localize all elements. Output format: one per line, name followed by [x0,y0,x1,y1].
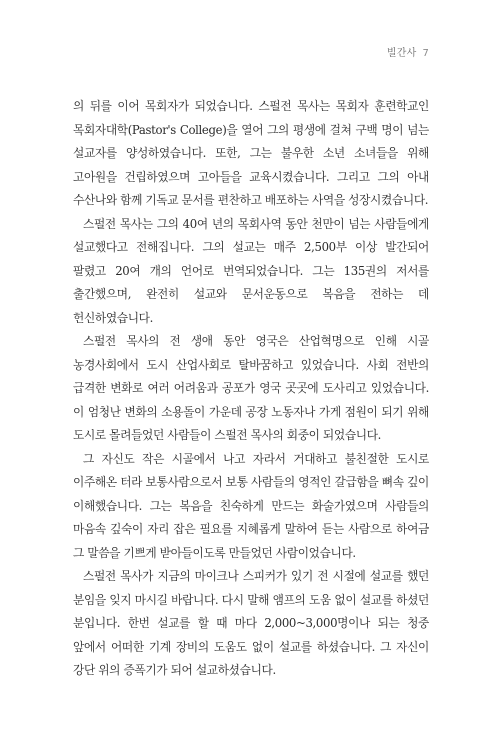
body-text [73,95,429,683]
paragraph: 의 뒤를 이어 목회자가 되었습니다. 스펄전 목사는 목회자 훈련학교인 목회자대학(Pastor's College)을 열어 그의 평생에 걸쳐 구백 명이 넘는 설교자를 양성하였습니다. 또한, 그는 불우한 소년 소녀들을 위해 고아원을 건립하였으며 고아들을 교육시켰습니다. 그리고 그의 아내 수산나와 함께 기독교 문서를 편찬하고 배포하는 사역을 성장시켰습니다. [73,99,429,207]
paragraph: 스펄전 목사의 전 생애 동안 영국은 산업혁명으로 인해 시골 농경사회에서 도시 산업사회로 탈바꿈하고 있었습니다. 사회 전반의 급격한 변화로 여러 어려움과 공포가 영국 곳곳에 도사리고 있었습니다. 이 엄청난 변화의 소용돌이 가운데 공장 노동자나 가게 점원이 되기 위해 도시로 몰려들었던 사람들이 스펄전 목사의 회중이 되었습니다. [73,334,429,442]
paragraph: 그 자신도 작은 시골에서 나고 자라서 거대하고 불친절한 도시로 이주해온 터라 보통사람으로서 보통 사람들의 영적인 갈급함을 뼈속 깊이 이해했습니다. 그는 복음을 친숙하게 만드는 화술가였으며 사람들의 마음속 깊숙이 자리 잡은 필요를 지혜롭게 말하여 듣는 사람으로 하여금 그 말씀을 기쁘게 받아들이도록 만들었던 사람이었습니다. [73,451,429,560]
paragraph: 스펄전 목사가 지금의 마이크나 스피커가 있기 전 시절에 설교를 했던 분임을 잊지 마시길 바랍니다. 다시 말해 앰프의 도움 없이 설교를 하셨던 분입니다. 한번 설교를 할 때 마다 2,000~3,000명이나 되는 청중 앞에서 어떠한 기계 장비의 도움도 없이 설교를 하셨습니다. 그 자신이 강단 위의 증폭기가 되어 설교하셨습니다. [73,569,429,677]
page-number: 7 [422,48,429,59]
paragraph: 스펄전 목사는 그의 40여 년의 목회사역 동안 천만이 넘는 사람들에게 설교했다고 전해집니다. 그의 설교는 매주 2,500부 이상 발간되어 팔렸고 20여 개의 언어로 번역되었습니다. 그는 135권의 저서를 출간했으며, 완전히 설교와 문서운동으로 복음을 전하는 데 헌신하였습니다. [73,216,429,325]
running-head [387,44,429,59]
running-title: 빌간사 [386,48,417,59]
